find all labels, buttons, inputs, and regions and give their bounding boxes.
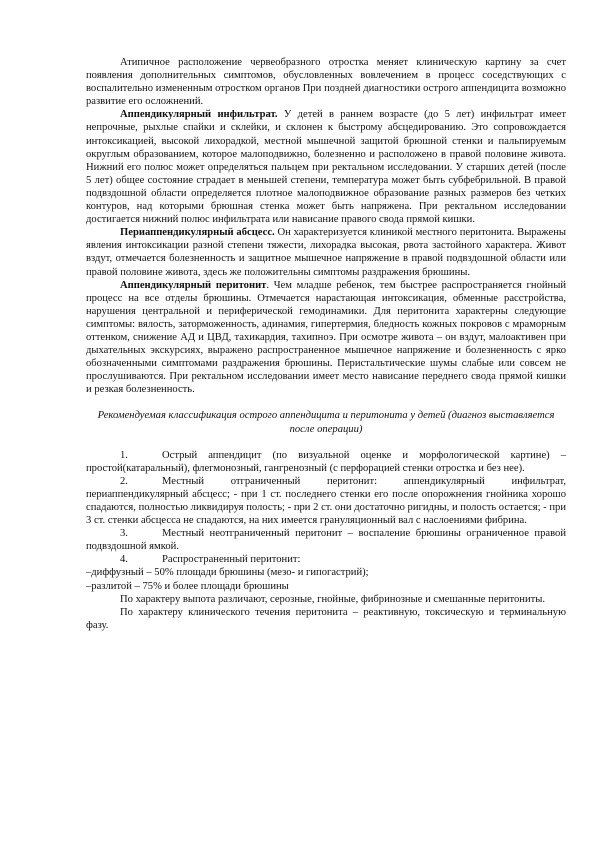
- paragraph-peritonitis: [86, 279, 566, 397]
- list-item-number: 1.: [120, 449, 128, 461]
- heading-infiltrate: Аппендикулярный инфильтрат.: [120, 109, 278, 121]
- paragraph-exudate: По характеру выпота различают, серозные, гнойные, фибринозные и смешанные перитониты.: [120, 593, 546, 605]
- list-item-text: Острый аппендицит (по визуальной оценке и морфологической картине) – простой(катаральный), флегмонозный, гангренозный (с перфорацией стенки отростка и без нее).: [86, 449, 566, 474]
- list-item: [86, 449, 566, 475]
- text-peritonitis: . Чем младше ребенок, тем быстрее распространяется гнойный процесс на все отделы брюшины. Отмечается нарастающая интоксикация, обменные расстройства, нарушения центральной и периферической гемодинамики. Для перитонита характерны следующие симптомы: вялость, заторможенность, адинамия, гипертермия, бледность кожных покровов с мраморным оттенком, снижение АД и ЦВД, тахикардия, тахипноэ. При осмотре живота – он вздут, малоактивен при дыхательных экскурсиях, выражено распространенное мышечное напряжение и болезненность с ярко обозначенными симптомами раздражения брюшины. Перистальтические шумы слабые или совсем не прослушиваются. При ректальном исследовании имеет место нависание переднего свода прямой кишки и резкая болезненность.: [86, 279, 566, 396]
- list-item: [86, 553, 566, 566]
- list-item: [86, 475, 566, 527]
- text-infiltrate: У детей в раннем возрасте (до 5 лет) инфильтрат имеет непрочные, рыхлые спайки и склейки, и склонен к быстрому абсцедированию. Это сопровождается интоксикацией, высокой лихорадкой, местной мышечной защитой брюшной стенки и пальпируемым округлым образованием, которое малоподвижно, болезненно и расположено в правой половине живота. Нижний его полюс может определяться пальцем при ректальном исследовании. У старших детей (после 5 лет) общее состояние страдает в меньшей степени, температура может быть субфебрильной. В правой подвздошной области определяется плотное малоподвижное образование разных размеров без четких контуров, над которыми брюшная стенка может быть напряжена. При ректальном исследовании достигается нижний полюс инфильтрата или нависание правого свода прямой кишки.: [86, 109, 566, 226]
- list-item: [86, 527, 566, 553]
- list-item-text: Местный неотграниченный перитонит – воспаление брюшины ограниченное правой подвздошной ямкой.: [86, 528, 566, 553]
- paragraph-infiltrate: [86, 108, 566, 226]
- paragraph-clinical-course: По характеру клинического течения перитонита – реактивную, токсическую и терминальную фазу.: [86, 606, 566, 631]
- sub-list-item: –разлитой – 75% и более площади брюшины: [86, 580, 289, 592]
- heading-peritonitis: Аппендикулярный перитонит: [120, 279, 267, 291]
- paragraph-abscess: [86, 226, 566, 278]
- list-item-number: 2.: [120, 475, 128, 487]
- list-item-number: 4.: [120, 554, 128, 566]
- list-item-number: 3.: [120, 528, 128, 540]
- classification-caption: Рекомендуемая классификация острого аппендицита и перитонита у детей (диагноз выставляется после операции): [97, 410, 555, 435]
- sub-list-item: –диффузный – 50% площади брюшины (мезо- и гипогастрий);: [86, 567, 369, 579]
- document-page: [86, 56, 566, 632]
- list-item-text: Местный отграниченный перитонит: аппендикулярный инфильтрат, периаппендикулярный абсцесс; - при 1 ст. последнего стенки его после опорожнения гнойника хорошо спадаются, полностью ликвидируя полость; - при 2 ст. они достаточно ригидны, и полость остается; - при 3 ст. стенки абсцесса не спадаются, на них имеется грануляционный вал с наслоениями фибрина.: [86, 475, 566, 527]
- paragraph-atypical-location: Атипичное расположение червеобразного отростка меняет клиническую картину за счет появления дополнительных симптомов, обусловленных вовлечением в процесс соседствующих с воспалительно измененным отростком органов При поздней диагностики острого аппендицита возможно развитие его осложнений.: [86, 57, 566, 108]
- list-item-text: Распространенный перитонит:: [162, 554, 301, 566]
- heading-abscess: Периаппендикулярный абсцесс.: [120, 227, 275, 239]
- text-abscess: Он характеризуется клиникой местного перитонита. Выражены явления интоксикации разной степени тяжести, лихорадка высокая, рвота застойного характера. Живот вздут, отмечается болезненность и защитное мышечное напряжение в правой подвздошной области или правой половине живота, здесь же положительны симптомы раздражения брюшины.: [86, 227, 566, 278]
- spacer: [86, 436, 566, 449]
- spacer: [86, 396, 566, 409]
